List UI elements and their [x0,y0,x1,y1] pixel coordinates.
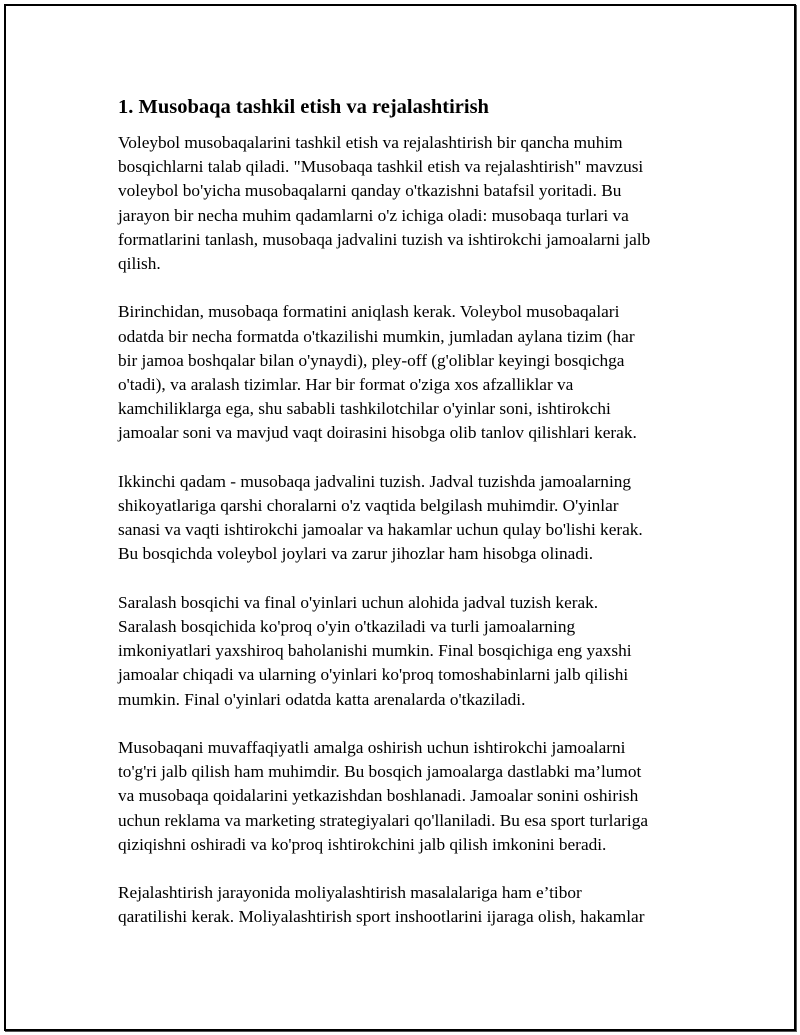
paragraph-line: mumkin. Final o'yinlari odatda katta arenalarda o'tkaziladi. [118,689,526,709]
paragraph-line: kamchiliklarga ega, shu sababli tashkilotchilar o'yinlar soni, ishtirokchi [118,399,611,419]
paragraph-line: o'tadi), va aralash tizimlar. Har bir format o'ziga xos afzalliklar va [118,375,574,395]
paragraph-line: jamoalar chiqadi va ularning o'yinlari ko'proq tomoshabinlarni jalb qilishi [118,665,629,685]
paragraph-line: bir jamoa boshqalar bilan o'ynaydi), pley-off (g'oliblar keyingi bosqichga [118,350,625,370]
paragraph-line: qiziqishni oshiradi va ko'proq ishtirokchini jalb qilish imkonini beradi. [118,834,607,854]
paragraph-line: odatda bir necha formatda o'tkazilishi mumkin, jumladan aylana tizim (har [118,326,635,346]
paragraph [118,736,686,857]
section-heading: 1. Musobaqa tashkil etish va rejalashtirish [118,96,489,118]
paragraph-line: Musobaqani muvaffaqiyatli amalga oshirish uchun ishtirokchi jamoalarni [118,738,626,758]
paragraph-line: Saralash bosqichida ko'proq o'yin o'tkaziladi va turli jamoalarning [118,617,576,637]
paragraph-line: shikoyatlariga qarshi choralarni o'z vaqtida belgilash muhimdir. O'yinlar [118,496,619,516]
paragraph [118,131,686,276]
paragraph-list [118,131,686,930]
paragraph-line: to'g'ri jalb qilish ham muhimdir. Bu bosqich jamoalarga dastlabki ma’lumot [118,762,642,782]
paragraph-line: uchun reklama va marketing strategiyalari qo'llaniladi. Bu esa sport turlariga [118,810,649,830]
paragraph-line: Saralash bosqichi va final o'yinlari uchun alohida jadval tuzish kerak. [118,592,599,612]
paragraph-line: jamoalar soni va mavjud vaqt doirasini hisobga olib tanlov qilishlari kerak. [118,423,637,443]
paragraph [118,470,686,567]
paragraph-line: qaratilishi kerak. Moliyalashtirish sport inshootlarini ijaraga olish, hakamlar [118,907,645,927]
paragraph-line: imkoniyatlari yaxshiroq baholanishi mumkin. Final bosqichiga eng yaxshi [118,641,632,661]
paragraph-line: formatlarini tanlash, musobaqa jadvalini tuzish va ishtirokchi jamoalarni jalb [118,229,651,249]
paragraph-line: jarayon bir necha muhim qadamlarni o'z ichiga oladi: musobaqa turlari va [118,205,629,225]
paragraph-line: Birinchidan, musobaqa formatini aniqlash kerak. Voleybol musobaqalari [118,302,620,322]
paragraph-line: voleybol bo'yicha musobaqalarni qanday o'tkazishni batafsil yoritadi. Bu [118,181,622,201]
paragraph-line: va musobaqa qoidalarini yetkazishdan boshlanadi. Jamoalar sonini oshirish [118,786,639,806]
paragraph-line: bosqichlarni talab qiladi. "Musobaqa tashkil etish va rejalashtirish" mavzusi [118,157,644,177]
paragraph [118,591,686,712]
paragraph-line: Rejalashtirish jarayonida moliyalashtirish masalalariga ham e’tibor [118,883,582,903]
paragraph-line: Voleybol musobaqalarini tashkil etish va rejalashtirish bir qancha muhim [118,133,623,152]
document-body [118,94,686,954]
paragraph [118,300,686,445]
paragraph-line: Bu bosqichda voleybol joylari va zarur jihozlar ham hisobga olinadi. [118,544,594,564]
paragraph [118,881,686,929]
paragraph-line: Ikkinchi qadam - musobaqa jadvalini tuzish. Jadval tuzishda jamoalarning [118,471,632,491]
paragraph-line: sanasi va vaqti ishtirokchi jamoalar va hakamlar uchun qulay bo'lishi kerak. [118,520,643,540]
paragraph-line: qilish. [118,254,161,274]
